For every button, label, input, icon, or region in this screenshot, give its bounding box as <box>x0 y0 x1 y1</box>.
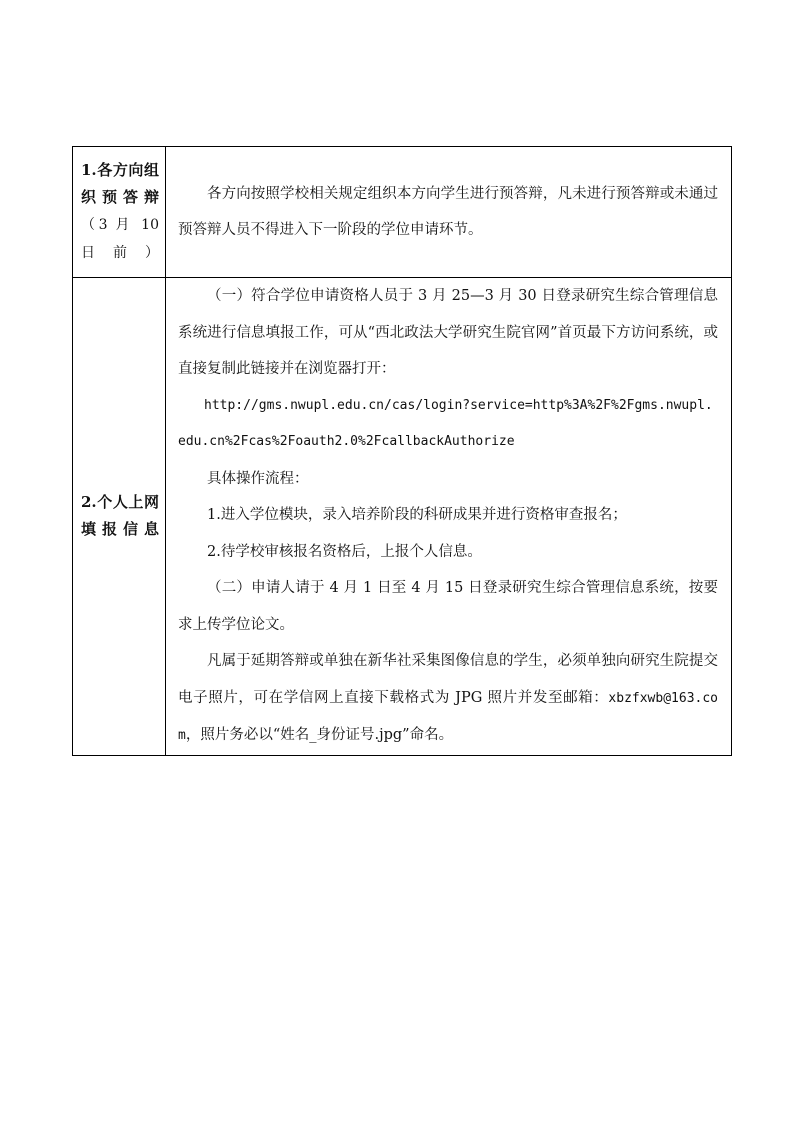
stage-cell <box>73 278 166 756</box>
stage-label <box>73 489 165 543</box>
process-step-1: 1.进入学位模块，录入培养阶段的科研成果并进行资格审查报名； <box>207 507 627 523</box>
description-cell <box>166 278 732 756</box>
system-link[interactable] <box>178 388 718 425</box>
system-link-part2[interactable]: edu.cn%2Fcas%2Foauth2.0%2FcallbackAuthorize <box>178 434 515 449</box>
description-cell <box>166 147 732 278</box>
procedure-table <box>72 146 732 756</box>
stage-title: 各方向组织预答辩 <box>81 161 159 206</box>
pre-defense-paragraph: 各方向按照学校相关规定组织本方向学生进行预答辩，凡未进行预答辩或未通过预答辩人员不得进入下一阶段的学位申请环节。 <box>178 185 718 238</box>
stage-number: 1. <box>81 161 97 179</box>
table-row <box>73 278 732 756</box>
stage-cell <box>73 147 166 278</box>
section-one-paragraph: （一）符合学位申请资格人员于 3 月 25—3 月 30 日登录研究生综合管理信息系统进行信息填报工作，可从“西北政法大学研究生院官网”首页最下方访问系统，或直接复制此链接并在浏览器打开： <box>178 288 718 377</box>
stage-label <box>73 157 165 267</box>
process-step-2: 2.待学校审核报名资格后，上报个人信息。 <box>207 543 482 560</box>
system-link-part1[interactable]: http://gms.nwupl.edu.cn/cas/login?service=http%3A%2F%2Fgms.nwupl. <box>204 397 713 413</box>
photo-note-naming: ，照片务必以“姓名_身份证号.jpg”命名。 <box>185 727 454 743</box>
system-link-continued[interactable] <box>178 424 718 461</box>
stage-note: （3 月 10 日前） <box>81 217 159 261</box>
stage-number: 2. <box>81 493 97 512</box>
photo-note-text: 凡属于延期答辩或单独在新华社采集图像信息的学生，必须单独向研究生院提交电子照片，可在学信网上直接下载格式为 JPG 照片并发至邮箱： <box>178 653 718 706</box>
table-row <box>73 147 732 278</box>
process-title: 具体操作流程： <box>207 470 309 487</box>
stage-title: 个人上网填报信息 <box>81 493 159 539</box>
section-two-paragraph: （二）申请人请于 4 月 1 日至 4 月 15 日登录研究生综合管理信息系统，按要求上传学位论文。 <box>178 580 718 633</box>
email-address[interactable]: xbzfxwb@163.com <box>178 690 718 743</box>
photo-note-paragraph <box>178 643 718 755</box>
